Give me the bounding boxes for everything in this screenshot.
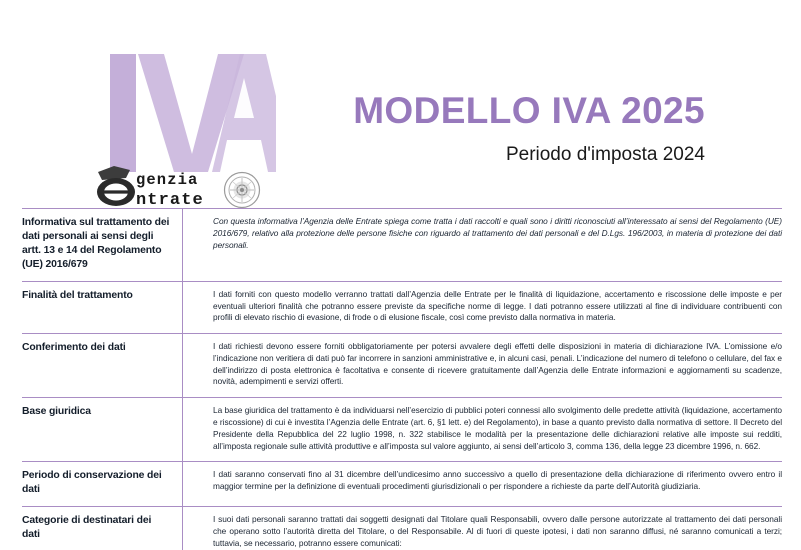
column-divider — [182, 462, 204, 507]
column-divider — [182, 334, 204, 398]
title-block — [285, 92, 705, 164]
row-body: I dati richiesti devono essere forniti obbligatoriamente per potersi avvalere degli effetti delle disposizioni in materia di dichiarazione IVA. L’omissione e/o l’indicazione non veritiera di dati può far incorrere in sanzioni amministrative e, in alcuni casi, penali. L’indicazione del numero di telefono o cellulare, del fax e dell’indirizzo di posta elettronica è facoltativa e consente di ricevere gratuitamente dall’Agenzia delle Entrate informazioni e aggiornamenti su scadenze, novità, adempimenti e servizi offerti. — [213, 341, 782, 387]
row-label: Conferimento dei dati — [22, 342, 126, 354]
row-body-cell — [204, 398, 782, 462]
row-body-cell — [204, 334, 782, 398]
column-divider — [182, 209, 204, 282]
row-label: Finalità del trattamento — [22, 289, 133, 301]
row-label: Periodo di conservazione dei dati — [22, 470, 162, 496]
row-label: Categorie di destinatari dei dati — [22, 515, 152, 541]
row-label-cell — [22, 334, 182, 398]
row-body-cell — [204, 507, 782, 550]
table-row — [22, 462, 782, 507]
svg-text:genzia: genzia — [136, 171, 199, 189]
column-divider — [182, 281, 204, 333]
italian-republic-emblem-icon — [225, 173, 260, 208]
row-label: Informativa sul trattamento dei dati personali ai sensi degli artt. 13 e 14 del Regolamento (UE) 2016/679 — [22, 217, 170, 270]
agenzia-entrate-logo — [96, 164, 268, 210]
privacy-info-table-body — [22, 209, 782, 550]
document-header — [0, 0, 801, 208]
row-body: Con questa informativa l’Agenzia delle Entrate spiega come tratta i dati raccolti e quali sono i diritti riconosciuti all’interessato ai sensi del Regolamento (UE) 2016/679, relativo alla protezione delle persone fisiche con riguardo al trattamento dei dati personali e del D.Lgs. 196/2003, in materia di protezione dei dati personali. — [213, 216, 782, 250]
agenzia-monogram-icon — [97, 166, 135, 206]
row-label: Base giuridica — [22, 406, 91, 418]
row-label-cell — [22, 462, 182, 507]
table-row — [22, 209, 782, 282]
row-body-cell — [204, 462, 782, 507]
row-body: I dati saranno conservati fino al 31 dicembre dell’undicesimo anno successivo a quello di presentazione della dichiarazione di riferimento ovvero entro il maggior termine per la definizione di eventuali procedimenti giurisdizionali o per rispondere a richieste da parte dell’Autorità giudiziaria. — [213, 469, 782, 492]
column-divider — [182, 507, 204, 550]
iva-watermark-icon — [108, 52, 276, 174]
column-divider — [182, 398, 204, 462]
table-row — [22, 398, 782, 462]
table-row — [22, 281, 782, 333]
page-subtitle: Periodo d'imposta 2024 — [505, 144, 705, 165]
row-body: I suoi dati personali saranno trattati dai soggetti designati dal Titolare quali Responsabili, ovvero dalle persone autorizzate al trattamento dei dati personali che operano sotto l’autorità diretta del Titolare, o del Responsabile. Al di fuori di queste ipotesi, i dati non saranno diffusi, né saranno comunicati a terzi; tuttavia, se necessario, potranno essere comunicati: — [213, 514, 782, 548]
row-label-cell — [22, 209, 182, 282]
privacy-info-table — [22, 208, 782, 550]
row-body: I dati forniti con questo modello verranno trattati dall’Agenzia delle Entrate per le finalità di liquidazione, accertamento e riscossione delle imposte e per eventuali ulteriori finalità che potranno essere previste da specifiche norme di legge. I dati potranno essere utilizzati al fine di individuare contribuenti con profili di elevato rischio di evasione, di frode o di elusione fiscale, così come previsto dalla normativa in materia. — [213, 288, 782, 323]
table-row — [22, 334, 782, 398]
row-body-cell — [204, 281, 782, 333]
row-body-cell — [204, 209, 782, 282]
page-title: MODELLO IVA 2025 — [353, 90, 705, 131]
row-body: La base giuridica del trattamento è da individuarsi nell’esercizio di pubblici poteri connessi allo svolgimento delle predette attività (liquidazione, accertamento e riscossione) di cui è investita l’Agenzia delle Entrate (art. 6, §1 lett. e) del Regolamento), in base a quanto previsto dalla normativa di settore. Il Decreto del Presidente della Repubblica del 22 luglio 1998, n. 322 stabilisce le modalità per la presentazione delle dichiarazioni relative alle imposte sui redditi, all’imposta regionale sulle attività produttive e all’imposta sul valore aggiunto, ai sensi dell’articolo 3, comma 136, della legge 23 dicembre 1996, n. 662. — [213, 405, 782, 451]
table-row — [22, 507, 782, 550]
row-label-cell — [22, 281, 182, 333]
svg-text:ntrate: ntrate — [136, 191, 204, 210]
row-label-cell — [22, 398, 182, 462]
row-label-cell — [22, 507, 182, 550]
